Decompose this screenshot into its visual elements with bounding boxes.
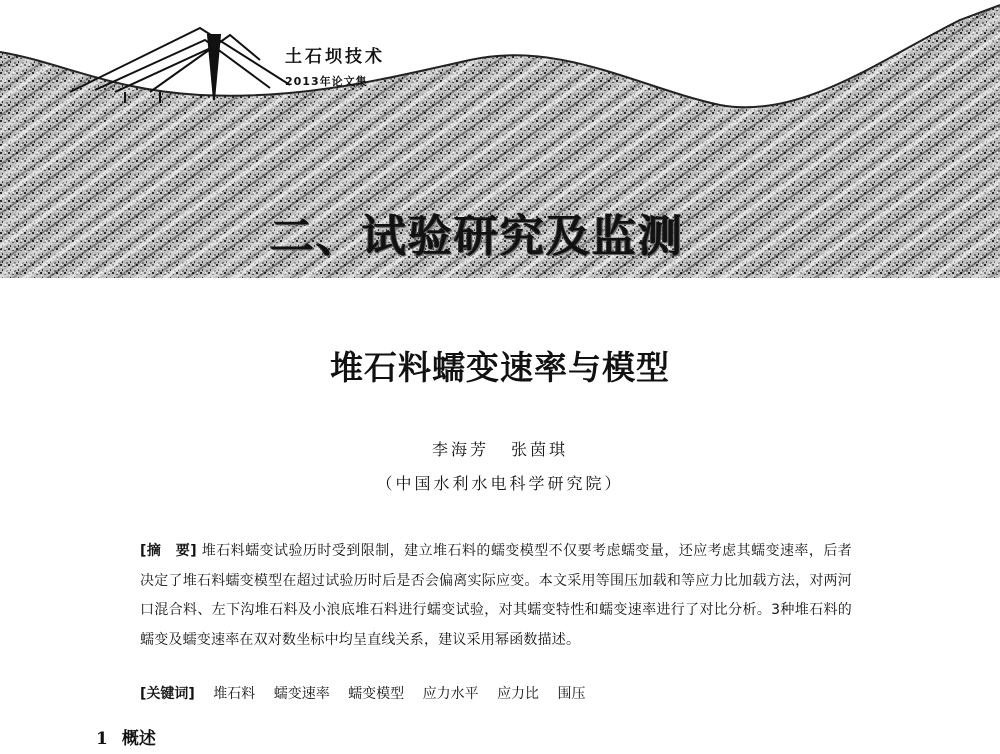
section-title: 概述 [121,729,156,749]
keyword: 应力水平 [422,686,479,702]
series-brand [285,42,445,89]
author-list [0,437,1000,460]
author-name: 李海芳 [431,440,489,459]
brand-title: 土石坝技术 [285,47,385,67]
keywords [140,683,852,705]
brand-subtitle: 2013年论文集 [285,75,368,88]
section-1-heading [96,724,156,749]
abstract-label: [摘 要] [140,543,197,559]
section-number: 1 [96,729,108,749]
paper-title: 堆石料蠕变速率与模型 [330,348,670,387]
keyword: 围压 [557,686,586,702]
section-heading: 二、试验研究及监测 [270,211,684,262]
keywords-label: [关键词] [140,686,195,702]
keyword: 堆石料 [213,686,256,702]
author-name: 张茵琪 [511,440,569,459]
keyword: 蠕变模型 [348,686,405,702]
affiliation: （中国水利水电科学研究院） [376,474,624,493]
abstract [140,537,852,655]
keyword: 蠕变速率 [273,686,330,702]
keyword: 应力比 [497,686,540,702]
abstract-text: 堆石料蠕变试验历时受到限制，建立堆石料的蠕变模型不仅要考虑蠕变量，还应考虑其蠕变速率，后者决定了堆石料蠕变模型在超过试验历时后是否会偏离实际应变。本文采用等围压加载和等应力比加载方法，对两河口混合料、左下沟堆石料及小浪底堆石料进行蠕变试验，对其蠕变特性和蠕变速率进行了对比分析。3种堆石料的蠕变及蠕变速率在双对数坐标中均呈直线关系，建议采用幂函数描述。 [140,543,852,648]
